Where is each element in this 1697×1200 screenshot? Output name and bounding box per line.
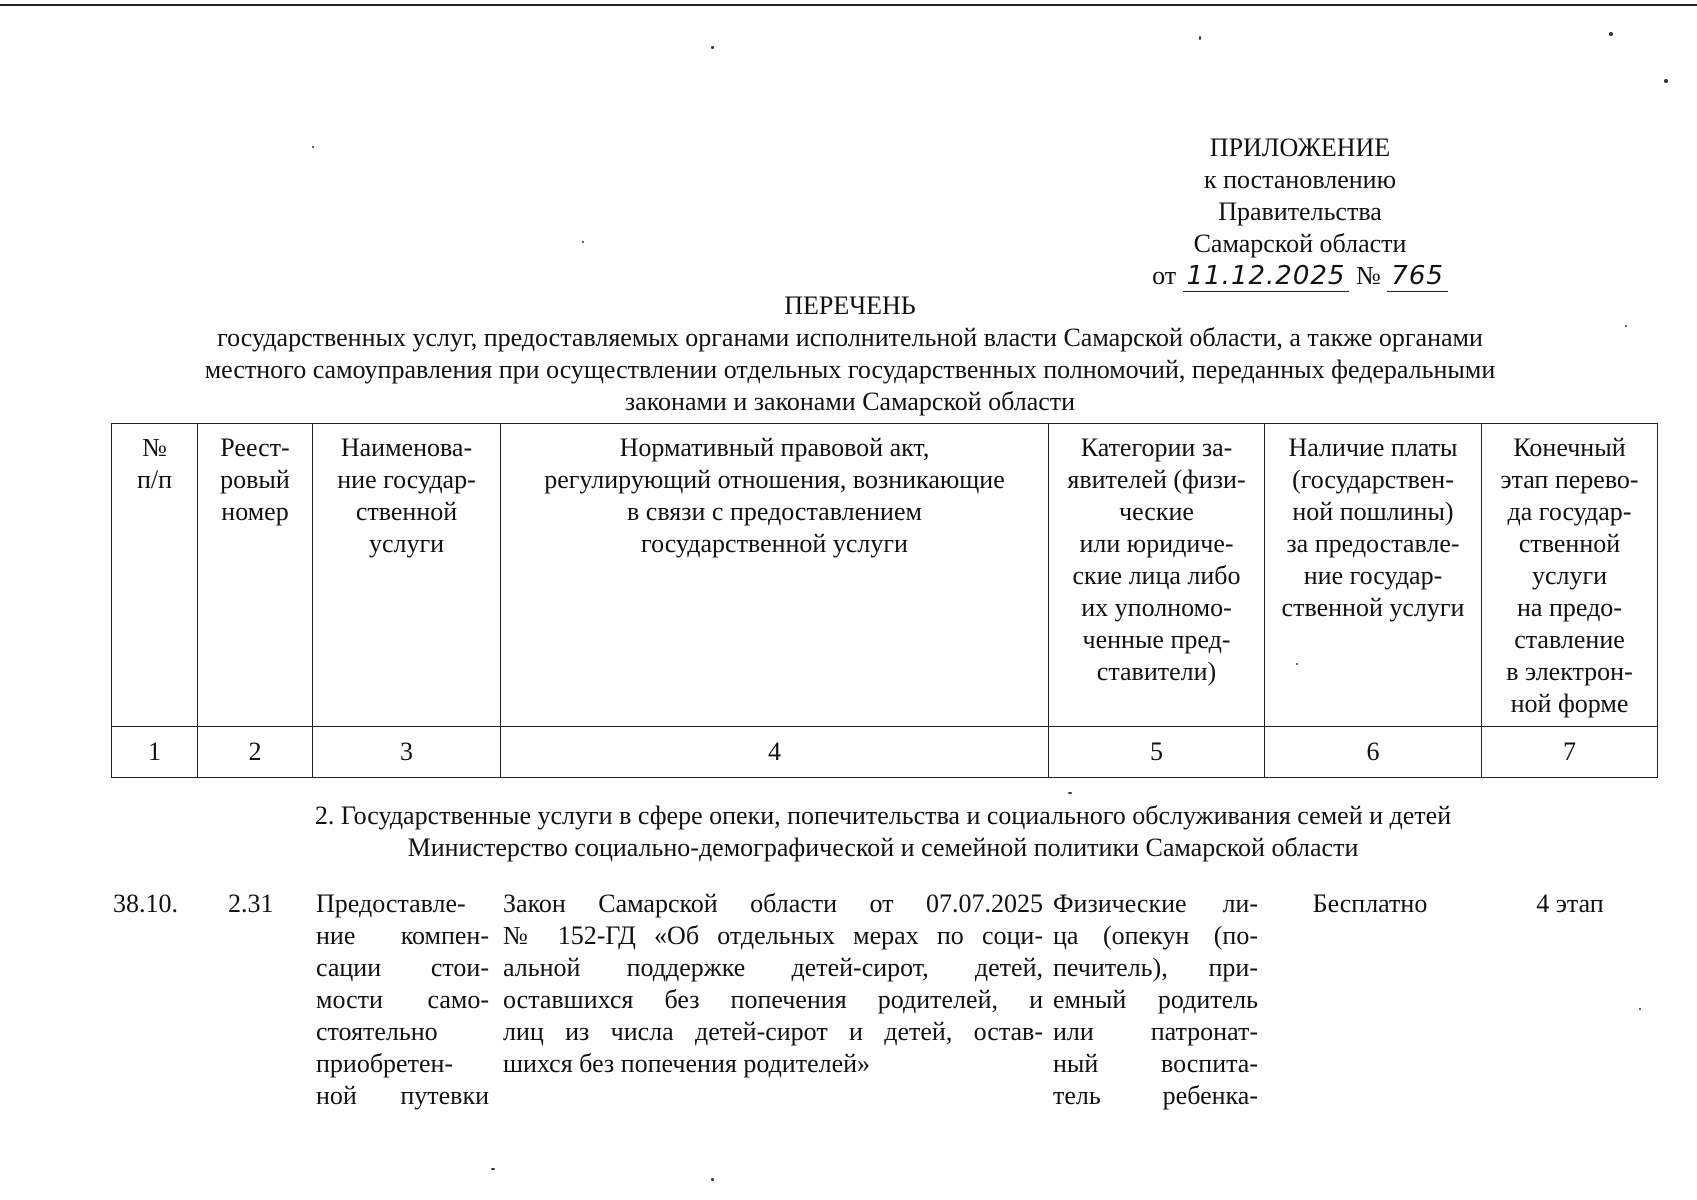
column-number: 7 <box>1482 727 1658 778</box>
cell-text-line: услуги <box>1531 561 1608 590</box>
header-cell-service-name <box>313 424 501 727</box>
row-legal-act <box>503 888 1043 1080</box>
header-cell-registry <box>198 424 313 727</box>
cell-text-line: номер <box>221 497 289 526</box>
ministry-name: Министерство социально-демографической и семейной политики Самарской области <box>407 833 1359 862</box>
cell-text-line: (государствен- <box>1292 465 1454 494</box>
cell-text-line: ские лица либо <box>1072 561 1241 590</box>
cell-text-line: ной путевки <box>316 1081 489 1110</box>
scan-speck <box>1639 1008 1641 1010</box>
cell-text-line: шихся без попечения родителей» <box>503 1049 871 1078</box>
appendix-title: ПРИЛОЖЕНИЕ <box>1209 133 1391 162</box>
cell-text-line: за предоставле- <box>1286 529 1460 558</box>
cell-text-line: альной поддержке детей-сирот, детей, <box>503 953 1043 982</box>
handwritten-date: 11.12.2025 <box>1183 261 1350 292</box>
cell-text-line: их уполномо- <box>1081 593 1232 622</box>
cell-text-line: ставители) <box>1096 657 1217 686</box>
cell-text-line: сации стои- <box>316 953 489 982</box>
cell-text-line: Физические ли- <box>1053 889 1258 918</box>
cell-text-line: или патронат- <box>1053 1017 1258 1046</box>
scan-speck <box>711 1178 714 1181</box>
cell-text-line: Предоставле- <box>316 889 466 918</box>
document-title: ПЕРЕЧЕНЬ <box>784 291 916 320</box>
cell-text-line: Наличие платы <box>1288 433 1458 462</box>
column-number: 6 <box>1265 727 1482 778</box>
cell-text-line: Категории за- <box>1080 433 1233 462</box>
table-header-row <box>112 424 1658 727</box>
scan-speck <box>312 146 314 148</box>
row-fee: Бесплатно <box>1312 889 1428 918</box>
cell-text-line: № 152-ГД «Об отдельных мерах по соци- <box>503 921 1043 950</box>
document-subtitle-line-2: местного самоуправления при осуществлении отдельных государственных полномочий, переданных федеральными <box>204 355 1496 384</box>
cell-text-line: государственной услуги <box>641 529 908 558</box>
document-subtitle-line-3: законами и законами Самарской области <box>624 387 1076 416</box>
appendix-line-1: к постановлению Правительства <box>1203 165 1397 226</box>
row-registry-number: 2.31 <box>228 889 274 918</box>
cell-text-line: ческие <box>1119 497 1194 526</box>
column-number: 2 <box>198 727 313 778</box>
scan-speck <box>582 241 584 243</box>
cell-text-line: на предо- <box>1517 593 1622 622</box>
section-heading <box>110 800 1656 864</box>
row-applicants <box>1053 888 1258 1112</box>
cell-text-line: регулирующий отношения, возникающие <box>544 465 1005 494</box>
cell-text-line: ственной <box>1518 529 1621 558</box>
scan-speck <box>1664 79 1668 83</box>
scan-speck <box>711 46 714 49</box>
top-border-line <box>0 4 1697 6</box>
cell-text-line: ственной услуги <box>1281 593 1465 622</box>
date-prefix: от <box>1152 261 1177 290</box>
appendix-date-line <box>1152 260 1448 292</box>
header-cell-applicants <box>1049 424 1265 727</box>
cell-text-line: оставшихся без попечения родителей, и <box>503 985 1043 1014</box>
cell-text-line: ной пошлины) <box>1292 497 1454 526</box>
cell-text-line: № <box>142 433 167 462</box>
cell-text-line: п/п <box>136 465 173 494</box>
cell-text-line: ставление <box>1514 625 1625 654</box>
cell-text-line: ние государ- <box>1303 561 1443 590</box>
cell-text-line: в электрон- <box>1506 657 1633 686</box>
scan-speck <box>1625 325 1627 327</box>
cell-text-line: этап перево- <box>1500 465 1639 494</box>
document-title-block <box>110 290 1590 418</box>
cell-text-line: ние компен- <box>316 921 489 950</box>
cell-text-line: емный родитель <box>1053 985 1258 1014</box>
cell-text-line: ца (опекун (по- <box>1053 921 1258 950</box>
cell-text-line: Закон Самарской области от 07.07.2025 <box>503 889 1043 918</box>
cell-text-line: ственной <box>355 497 458 526</box>
cell-text-line: печитель), при- <box>1053 953 1258 982</box>
header-cell-number <box>112 424 198 727</box>
cell-text-line: стоятельно <box>316 1017 438 1046</box>
section-title: 2. Государственные услуги в сфере опеки, попечительства и социального обслуживания семей и детей <box>314 801 1452 830</box>
cell-text-line: мости само- <box>316 985 489 1014</box>
appendix-line-2: Самарской области <box>1193 229 1407 258</box>
appendix-block <box>1130 132 1470 292</box>
column-number: 5 <box>1049 727 1265 778</box>
cell-text-line: ченные пред- <box>1082 625 1231 654</box>
document-subtitle-line-1: государственных услуг, предоставляемых органами исполнительной власти Самарской области, а также органами <box>217 323 1483 352</box>
cell-text-line: в связи с предоставлением <box>627 497 922 526</box>
header-cell-fee <box>1265 424 1482 727</box>
scan-speck <box>491 1168 495 1170</box>
cell-text-line: лиц из числа детей-сирот и детей, остав- <box>503 1017 1043 1046</box>
cell-text-line: ние государ- <box>337 465 476 494</box>
column-number: 1 <box>112 727 198 778</box>
scan-speck <box>1609 32 1613 36</box>
row-service-name <box>316 888 489 1112</box>
column-number-row <box>112 727 1658 778</box>
cell-text-line: ной форме <box>1510 689 1629 718</box>
cell-text-line: услуги <box>368 529 445 558</box>
cell-text-line: тель ребенка- <box>1053 1081 1258 1110</box>
cell-text-line: Нормативный правовой акт, <box>619 433 930 462</box>
scan-speck <box>1068 792 1072 794</box>
row-number: 38.10. <box>113 889 178 918</box>
scan-speck <box>1199 36 1201 40</box>
number-prefix: № <box>1355 261 1381 290</box>
column-number: 3 <box>313 727 501 778</box>
column-number: 4 <box>501 727 1049 778</box>
cell-text-line: Конечный <box>1513 433 1626 462</box>
cell-text-line: приобретен- <box>316 1049 454 1078</box>
row-final-stage: 4 этап <box>1536 889 1604 918</box>
cell-text-line: ровый <box>220 465 290 494</box>
cell-text-line: Реест- <box>220 433 290 462</box>
cell-text-line: ный воспита- <box>1053 1049 1258 1078</box>
cell-text-line: Наименова- <box>340 433 473 462</box>
header-cell-legal-act <box>501 424 1049 727</box>
cell-text-line: или юридиче- <box>1079 529 1234 558</box>
cell-text-line: да государ- <box>1507 497 1632 526</box>
handwritten-number: 765 <box>1387 261 1448 292</box>
services-header-table <box>111 423 1658 778</box>
header-cell-electronic-stage <box>1482 424 1658 727</box>
cell-text-line: явителей (физи- <box>1067 465 1246 494</box>
